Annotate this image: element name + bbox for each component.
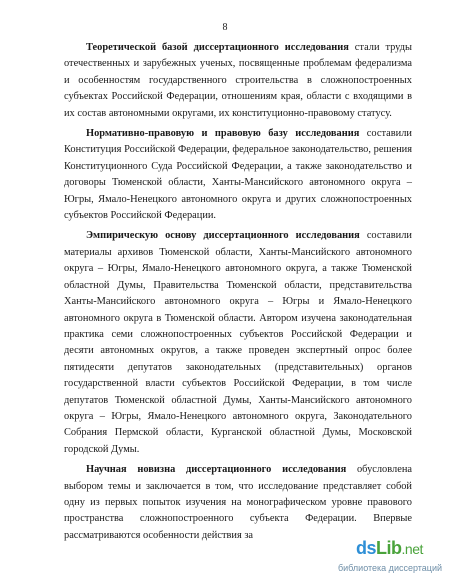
line-text: составили xyxy=(359,128,412,140)
text-line xyxy=(64,425,412,441)
line-text: практика семи сложнопостроенных субъектов Российской Федерации и xyxy=(64,328,412,340)
logo-lib: Lib xyxy=(376,538,402,558)
text-line xyxy=(64,311,412,327)
text-line xyxy=(64,106,412,122)
paragraph xyxy=(64,462,412,544)
line-text: материалы архивов Тюменской области, Ханты-Мансийского автономного xyxy=(64,246,412,258)
line-text: областной Думы, Правительства Тюменской области, представительства xyxy=(64,279,412,291)
line-text: округа – Югры, Ямало-Ненецкого автономного округа, а также Тюменской xyxy=(64,263,412,275)
line-text: стали труды xyxy=(348,42,412,53)
text-line xyxy=(64,294,412,310)
line-text: городской Думы. xyxy=(64,443,140,455)
line-text: субъектах Российской Федерации, отношениям края, области с входящими в xyxy=(64,91,412,103)
text-line xyxy=(64,175,412,191)
document-body xyxy=(64,40,412,544)
text-line xyxy=(64,159,412,175)
line-text: и особенностям государственного строительства в сложнопостроенных xyxy=(64,74,412,86)
line-text: десяти автономных округов, а также проведен экспертный опрос более xyxy=(64,345,412,357)
text-line xyxy=(64,442,412,458)
text-line xyxy=(64,327,412,343)
text-line xyxy=(64,462,412,478)
line-text: их состав автономными округами, их конституционно-правовому статусу. xyxy=(64,107,392,119)
line-text: составили xyxy=(359,230,412,242)
line-text: выбором темы и заключается в том, что исследование представляет собой xyxy=(64,480,412,492)
text-line xyxy=(64,511,412,527)
text-line xyxy=(64,56,412,72)
text-line xyxy=(64,343,412,359)
paragraph xyxy=(64,40,412,122)
line-text: Югры, Ямало-Ненецкого автономного округа и других сложнопостроенных xyxy=(64,193,412,205)
line-text: отечественных и зарубежных ученых, посвященные проблемам федерализма xyxy=(64,58,412,70)
line-text: договоры Тюменской области, Ханты-Мансийского автономного округа – xyxy=(64,177,412,189)
text-line xyxy=(64,376,412,392)
dslib-watermark xyxy=(338,536,450,580)
line-text: государственной власти субъектов Российской Федерации, в том числе xyxy=(64,378,412,390)
text-line xyxy=(64,192,412,208)
text-line xyxy=(64,40,412,56)
text-line xyxy=(64,360,412,376)
page-number: 8 xyxy=(222,22,228,33)
text-line xyxy=(64,228,412,244)
line-text: автономного округа в Тюменской области. Автором изучена законодательная xyxy=(64,312,412,324)
logo-net: .net xyxy=(401,541,423,557)
dslib-logo xyxy=(356,538,423,559)
line-text: одну из первых попыток изучения на монографическом уровне правового xyxy=(64,496,412,508)
text-line xyxy=(64,245,412,261)
text-line xyxy=(64,126,412,142)
line-text: субъектов Российской Федерации. xyxy=(64,210,217,222)
paragraph-heading: Нормативно-правовую и правовую базу исследования xyxy=(86,128,360,140)
text-line xyxy=(64,89,412,105)
paragraph xyxy=(64,228,412,458)
paragraph-heading: Эмпирическую основу диссертационного исследования xyxy=(86,230,360,242)
watermark-tagline: библиотека диссертаций xyxy=(338,563,443,573)
text-line xyxy=(64,142,412,158)
line-text: рассматриваются особенности действия за xyxy=(64,529,254,541)
logo-ds: ds xyxy=(356,538,377,558)
line-text: округа – Югры, Ямало-Ненецкого автономного округа, Законодательного xyxy=(64,410,412,422)
line-text: Конституционного Суда Российской Федерации, а также законодательство и xyxy=(64,160,412,172)
text-line xyxy=(64,73,412,89)
line-text: Собрания Пермской области, Курганской областной Думы, Московской xyxy=(64,427,412,439)
text-line xyxy=(64,208,412,224)
text-line xyxy=(64,495,412,511)
text-line xyxy=(64,479,412,495)
line-text: пространства сложнопостроенного субъекта Федерации. Впервые xyxy=(64,513,412,525)
line-text: обусловлена xyxy=(346,464,412,476)
paragraph-heading: Теоретической базой диссертационного исследования xyxy=(86,42,349,53)
paragraph xyxy=(64,126,412,224)
line-text: пятидесяти депутатов законодательных (представительных) органов xyxy=(64,361,412,373)
paragraph-heading: Научная новизна диссертационного исследования xyxy=(86,464,347,476)
text-line xyxy=(64,409,412,425)
text-line xyxy=(64,278,412,294)
text-line xyxy=(64,261,412,277)
line-text: Конституция Российской Федерации, федеральное законодательство, решения xyxy=(64,144,412,156)
line-text: Ханты-Мансийского автономного округа – Югры и Ямало-Ненецкого xyxy=(64,296,412,308)
text-line xyxy=(64,393,412,409)
line-text: депутатов Тюменской областной Думы, Ханты-Мансийского автономного xyxy=(64,394,412,406)
